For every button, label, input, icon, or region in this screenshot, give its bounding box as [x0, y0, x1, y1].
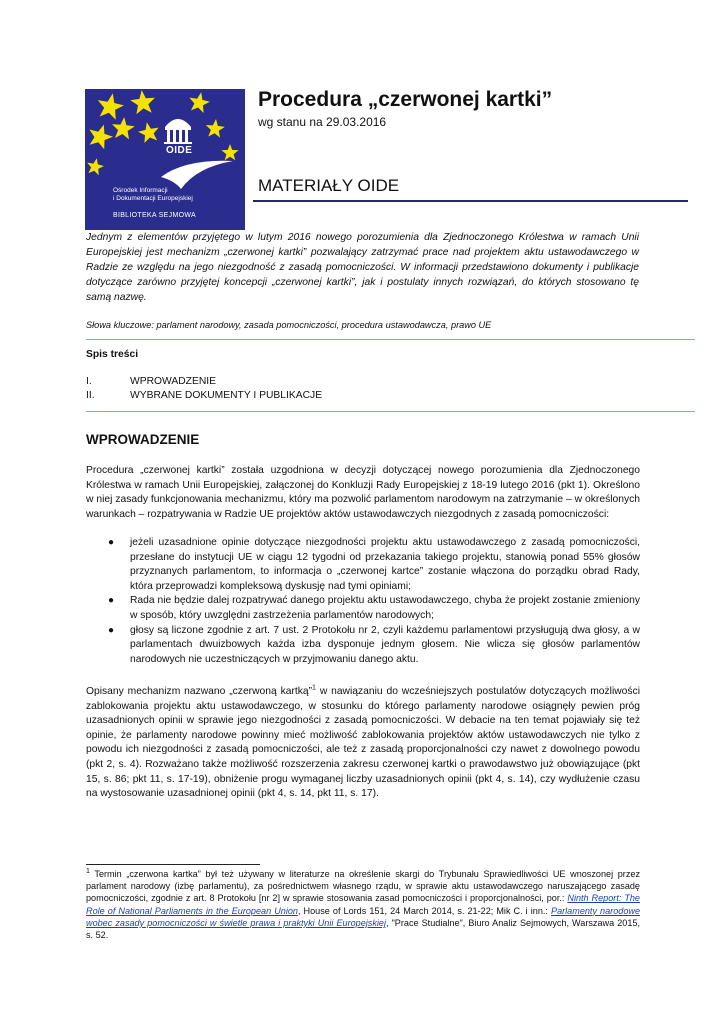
- star-icon: [112, 117, 135, 139]
- divider: [86, 411, 695, 412]
- toc-title: Spis treści: [86, 349, 139, 360]
- toc-item[interactable]: [86, 390, 322, 401]
- footnote-mark: 1: [86, 867, 90, 875]
- star-icon: [221, 144, 238, 160]
- footnote-text: , House of Lords 151, 24 March 2014, s. 21-22; Mik C. i inn.:: [297, 905, 552, 916]
- swoosh-icon: [161, 161, 233, 189]
- star-icon: [98, 93, 124, 119]
- keywords: Słowa kluczowe: parlament narodowy, zasada pomocniczości, procedura ustawodawcza, prawo UE: [86, 320, 492, 330]
- paragraph: [86, 685, 640, 802]
- divider: [86, 339, 695, 340]
- footnote-text: Termin „czerwona kartka” był też używany w literaturze na określenie skargi do Trybunału Sprawiedliwości UE wnoszonej przez parlament narodowy (izbę parlamentu), za pośrednictwem własnego rządu, w sprawie aktu ustawodawczego naruszającego zasadę pomocniczości, zgodnie z art. 8 Protokołu [nr 2] w sprawie stosowania zasad pomocniczości i proporcjonalności, por.:: [86, 869, 640, 904]
- toc-item-label: WYBRANE DOKUMENTY I PUBLIKACJE: [130, 390, 323, 401]
- toc-item-label: WPROWADZENIE: [130, 376, 216, 387]
- section-heading: WPROWADZENIE: [86, 432, 200, 447]
- building-icon: [164, 119, 192, 144]
- logo-subtitle-line: Ośrodek Informacji: [113, 187, 168, 194]
- toc-item-number: II.: [86, 390, 95, 401]
- bullet-icon: ●: [108, 624, 115, 636]
- document-date: wg stanu na 29.03.2016: [258, 115, 387, 129]
- document-title: Procedura „czerwonej kartki”: [258, 88, 553, 111]
- footnote-link[interactable]: Parlamenty narodowe wobec zasady pomocniczości w świetle prawa i praktyki Unii Europejskiej: [86, 905, 641, 928]
- oide-logo: [85, 89, 245, 230]
- header-divider: [253, 200, 688, 202]
- bullet-icon: ●: [108, 537, 115, 548]
- logo-name: OIDE: [166, 145, 193, 156]
- logo-library: BIBLIOTEKA SEJMOWA: [113, 212, 196, 219]
- logo-subtitle: [113, 187, 193, 203]
- abstract: Jednym z elementów przyjętego w lutym 2016 nowego porozumienia dla Zjednoczonego Królestwa w ramach Unii Europejskiej jest mechanizm „czerwonej kartki” pozwalający zatrzymać prace nad projektem aktu ustawodawczego w Radzie ze względu na jego niezgodność z zasadą pomocniczości. W informacji przedstawiono dokumenty i publikacje dotyczące zarówno przyjętej koncepcji „czerwonej kartki”, jak i postulaty innych rozwiązań, do których stosowano tę samą nazwę.: [86, 232, 639, 303]
- star-icon: [206, 119, 225, 138]
- toc-item-number: I.: [86, 376, 92, 387]
- paragraph-text: Opisany mechanizm nazwano „czerwoną kartką”: [86, 686, 313, 697]
- logo-graphic: [85, 89, 245, 230]
- list-item: [86, 536, 640, 594]
- series-title: MATERIAŁY OIDE: [258, 176, 400, 195]
- star-icon: [87, 158, 104, 175]
- list-item: [86, 594, 640, 623]
- footnote-text: , "Prace Studialne", Biuro Analiz Sejmowych, Warszawa 2015, s. 52.: [86, 917, 640, 941]
- star-icon: [130, 90, 155, 114]
- star-icon: [189, 92, 210, 113]
- list-item-text: głosy są liczone zgodnie z art. 7 ust. 2 Protokołu nr 2, czyli każdemu parlamentowi przysługują dwa głosy, a w parlamentach dwuizbowych każda izba dysponuje jednym głosem. Nie wlicza się głosów parlamentów narodowych nie uczestniczących w przyjmowaniu danego aktu.: [130, 624, 640, 665]
- bullet-list: [86, 536, 640, 667]
- star-icon: [89, 125, 113, 150]
- star-icon: [138, 122, 159, 143]
- section-paragraph-2: [86, 685, 640, 802]
- paragraph-text: w nawiązaniu do wcześniejszych postulatów dotyczących możliwości zablokowania projektu aktu ustawodawczego, w stosunku do którego parlamenty narodowe osiągnęły pewien próg uzasadnionych opinii w sprawie jego niezgodności z zasadą pomocniczości. W debacie na ten temat pojawiały się też opinie, że parlamenty narodowe powinny mieć możliwość zablokowania projektów aktów ustawodawczych nie tylko z powodu ich niezgodności z zasadą pomocniczości, ale też z zasadą proporcjonalności czy nawet z dowolnego powodu (pkt 2, s. 4). Rozważano także możliwość rozszerzenia zakresu czerwonej kartki o prawodawstwo już obowiązujące (pkt 15, s. 86; pkt 11, s. 17-19), obniżenie progu wymaganej liczby uzasadnionych opinii (pkt 4, s. 14), czy wydłużenie czasu na wystosowanie uzasadnionej opinii (pkt 4, s. 14, pkt 11, s. 17).: [86, 686, 640, 800]
- footnote: [86, 868, 640, 941]
- list-item: [86, 624, 640, 668]
- paragraph: Procedura „czerwonej kartki” została uzgodniona w decyzji dotyczącej nowego porozumienia dla Zjednoczonego Królestwa w ramach Unii Europejskiej, załączonej do Konkluzji Rady Europejskiej z 18-19 lutego 2016 (pkt 1). Określono w niej zasady funkcjonowania mechanizmu, który ma pozwolić parlamentom narodowym na zatrzymanie – w określonych warunkach – rozpatrywania w Radzie UE projektów aktów ustawodawczych niezgodnych z zasadą pomocniczości:: [86, 465, 640, 520]
- list-item-text: Rada nie będzie dalej rozpatrywać danego projektu aktu ustawodawczego, chyba że projekt zostanie zmieniony w sposób, który uwzględni zastrzeżenia parlamentów narodowych;: [130, 595, 640, 621]
- footnote-divider: [86, 864, 260, 865]
- footnote-reference[interactable]: 1: [312, 684, 316, 692]
- section-intro: [86, 464, 640, 522]
- footnote-link[interactable]: Ninth Report: The Role of National Parliaments in the European Union: [86, 893, 640, 916]
- list-item-text: jeżeli uzasadnione opinie dotyczące niezgodności projektu aktu ustawodawczego z zasadą pomocniczości, przesłane do instytucji UE w ciągu 12 tygodni od przekazania takiego projektu, stanowią ponad 55% głosów przyznanych parlamentom, to informacja o „czerwonej kartce” zostanie włączona do porządku obrad Rady, która przeprowadzi kompleksową dyskusję nad tymi opiniami;: [130, 537, 640, 592]
- logo-subtitle-line: i Dokumentacji Europejskiej: [113, 195, 193, 202]
- bullet-icon: ●: [108, 595, 115, 607]
- toc-item[interactable]: [86, 376, 216, 387]
